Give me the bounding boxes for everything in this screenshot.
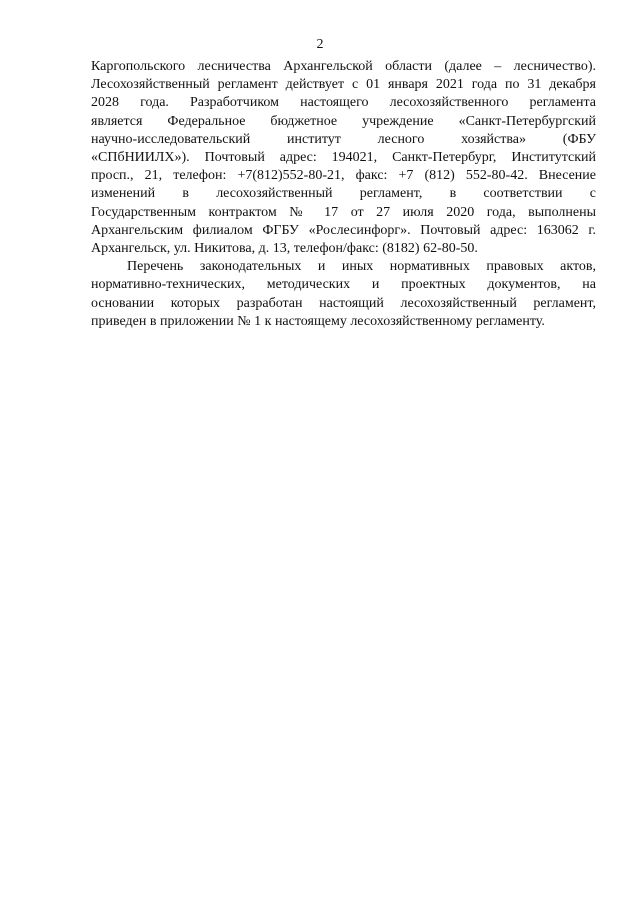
page-number: 2	[316, 37, 324, 52]
text-line: приведен в приложении № 1 к настоящему лесохозяйственному регламенту.	[91, 313, 545, 329]
paragraph-documents-list	[91, 258, 596, 331]
text-line: Перечень законодательных и иных нормативных правовых актов,	[127, 259, 596, 275]
text-line: является Федеральное бюджетное учреждение «Санкт-Петербургский	[91, 113, 596, 129]
text-line: «СПбНИИЛХ»). Почтовый адрес: 194021, Санкт-Петербург, Институтский	[91, 150, 596, 166]
paragraph-developer-info	[91, 58, 596, 258]
text-line: Государственным контрактом № 17 от 27 июля 2020 года, выполнены	[91, 204, 596, 220]
text-line: Архангельским филиалом ФГБУ «Рослесинфорг». Почтовый адрес: 163062 г.	[91, 222, 596, 238]
document-body	[91, 58, 596, 331]
text-line: научно-исследовательский институт лесного хозяйства» (ФБУ	[91, 131, 596, 147]
text-line: Лесохозяйственный регламент действует с 01 января 2021 года по 31 декабря	[91, 77, 596, 93]
text-line: Каргопольского лесничества Архангельской области (далее – лесничество).	[91, 59, 596, 74]
text-line: нормативно-технических, методических и проектных документов, на	[91, 277, 596, 293]
text-line: просп., 21, телефон: +7(812)552-80-21, факс: +7 (812) 552-80-42. Внесение	[91, 168, 596, 184]
text-line: изменений в лесохозяйственный регламент, в соответствии с	[91, 186, 596, 202]
text-line: Архангельск, ул. Никитова, д. 13, телефон/факс: (8182) 62-80-50.	[91, 241, 478, 257]
text-line: основании которых разработан настоящий лесохозяйственный регламент,	[91, 295, 596, 311]
text-line: 2028 года. Разработчиком настоящего лесохозяйственного регламента	[91, 95, 596, 111]
